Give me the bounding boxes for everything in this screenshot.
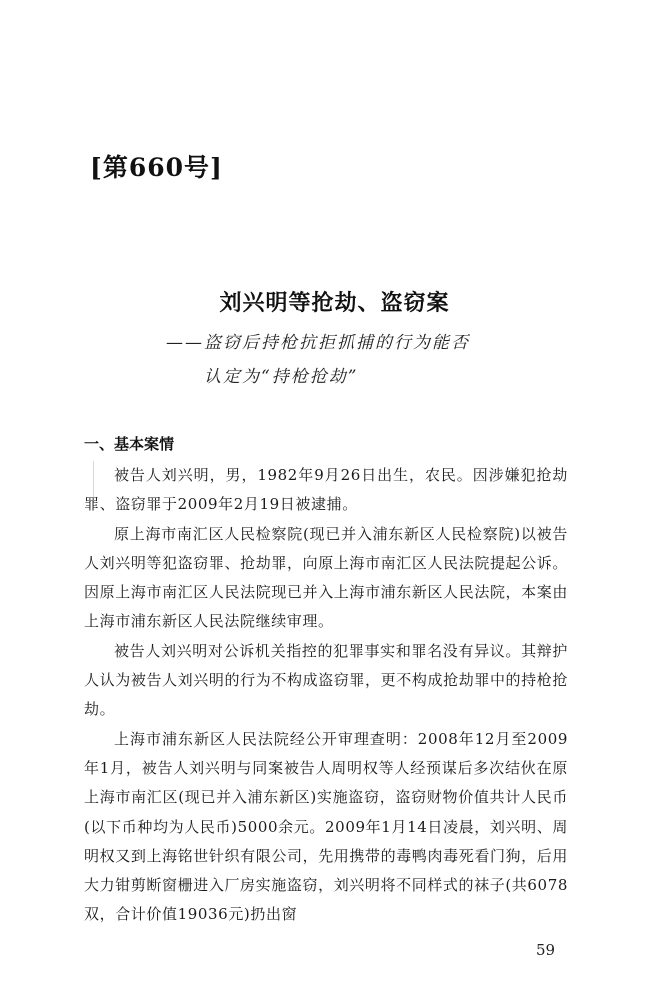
document-title [0, 286, 649, 317]
section-heading: 一、基本案情 [84, 435, 175, 453]
document-subtitle-line-1: ——盗窃后持枪抗拒抓捕的行为能否 [166, 333, 470, 353]
document-title-text: 刘兴明等抢劫、盗窃案 [219, 290, 450, 316]
paragraph-defendant-info: 被告人刘兴明，男，1982年9月26日出生，农民。因涉嫌犯抢劫罪、盗窃罪于2009年2月19日被逮捕。 [84, 466, 568, 514]
case-number: [第660号] [90, 153, 223, 182]
paragraph-prosecution: 原上海市南汇区人民检察院(现已并入浦东新区人民检察院)以被告人刘兴明等犯盗窃罪、抢劫罪，向原上海市南汇区人民法院提起公诉。因原上海市南汇区人民法院现已并入上海市浦东新区人民法院，本案由上海市浦东新区人民法院继续审理。 [84, 524, 568, 631]
body-text [84, 461, 568, 930]
paragraph-defense: 被告人刘兴明对公诉机关指控的犯罪事实和罪名没有异议。其辩护人认为被告人刘兴明的行为不构成盗窃罪，更不构成抢劫罪中的持枪抢劫。 [84, 641, 568, 719]
paragraph-court-findings: 上海市浦东新区人民法院经公开审理查明：2008年12月至2009年1月，被告人刘兴明与同案被告人周明权等人经预谋后多次结伙在原上海市南汇区(现已并入浦东新区)实施盗窃，盗窃财物价值共计人民币(以下币种均为人民币)5000余元。2009年1月14日凌晨，刘兴明、周明权又到上海铭世针织有限公司，先用携带的毒鸭肉毒死看门狗，后用大力钳剪断窗栅进入厂房实施盗窃，刘兴明将不同样式的袜子(共6078双，合计价值19036元)扔出窗 [84, 729, 568, 924]
document-subtitle-line-2: 认定为“持枪抢劫” [204, 367, 359, 387]
page-number: 59 [536, 941, 556, 959]
